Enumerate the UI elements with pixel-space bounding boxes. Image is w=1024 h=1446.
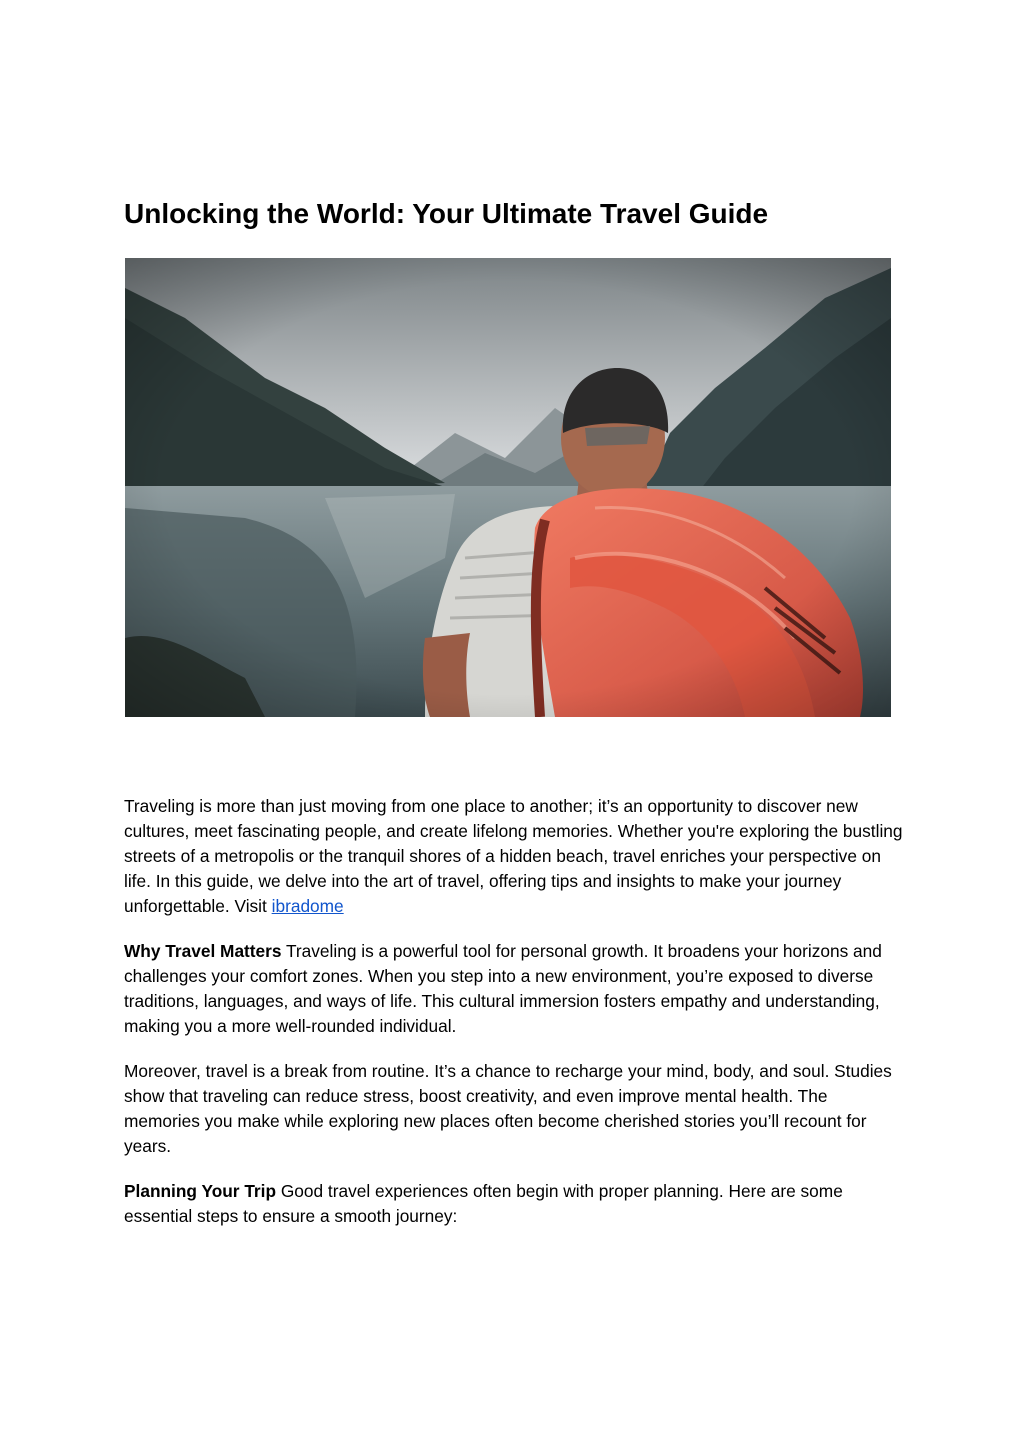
why-travel-heading: Why Travel Matters xyxy=(124,941,282,961)
hero-image xyxy=(125,258,891,717)
article-body xyxy=(124,794,904,1249)
ibradome-link[interactable]: ibradome xyxy=(271,896,344,916)
planning-text: Good travel experiences often begin with proper planning. Here are some essential steps to ensure a smooth journey: xyxy=(124,1181,843,1226)
intro-paragraph xyxy=(124,794,904,919)
hiker-mountain-lake-photo-icon xyxy=(125,258,891,717)
intro-text: Traveling is more than just moving from one place to another; it’s an opportunity to discover new cultures, meet fascinating people, and create lifelong memories. Whether you're exploring the bustling streets of a metropolis or the tranquil shores of a hidden beach, travel enriches your perspective on life. In this guide, we delve into the art of travel, offering tips and insights to make your journey unforgettable. Visit xyxy=(124,796,903,916)
page-title: Unlocking the World: Your Ultimate Travel Guide xyxy=(124,198,769,229)
planning-paragraph xyxy=(124,1179,904,1229)
why-travel-paragraph xyxy=(124,939,904,1039)
moreover-paragraph: Moreover, travel is a break from routine. It’s a chance to recharge your mind, body, and soul. Studies show that traveling can reduce stress, boost creativity, and even improve mental health. The memories you make while exploring new places often become cherished stories you’ll recount for years. xyxy=(124,1061,892,1156)
why-travel-text: Traveling is a powerful tool for personal growth. It broadens your horizons and challenges your comfort zones. When you step into a new environment, you’re exposed to diverse traditions, languages, and ways of life. This cultural immersion fosters empathy and understanding, making you a more well-rounded individual. xyxy=(124,941,882,1036)
planning-heading: Planning Your Trip xyxy=(124,1181,277,1201)
